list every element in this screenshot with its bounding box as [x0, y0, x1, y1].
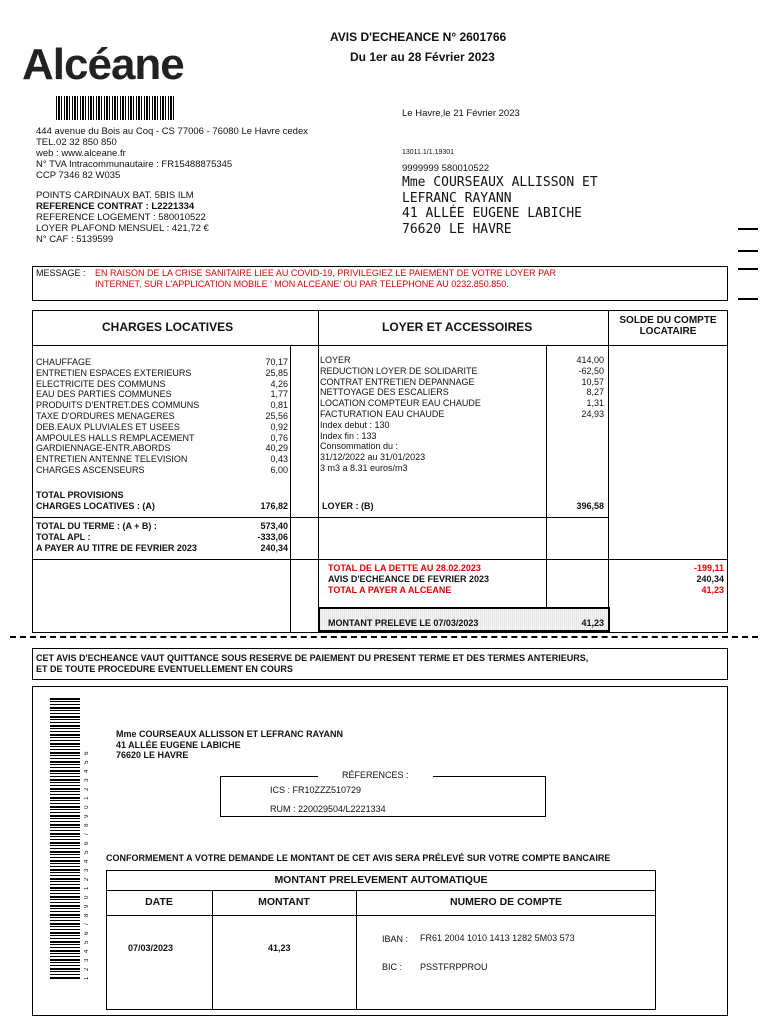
row-value: 8,27: [586, 387, 604, 398]
row-label: AMPOULES HALLS REMPLACEMENT: [36, 432, 195, 443]
tenant-building: POINTS CARDINAUX BAT. 5BIS ILM: [36, 190, 194, 201]
total-provisions-line: TOTAL PROVISIONS: [36, 490, 124, 500]
header-solde: [608, 315, 728, 337]
row-value: 1,77: [270, 389, 288, 400]
row-label: 3 m3 a 8.31 euros/m3: [320, 462, 408, 473]
total-provisions-label: [36, 490, 155, 511]
row-label: EAU DES PARTIES COMMUNES: [36, 389, 172, 400]
message-line2: INTERNET, SUR L'APPLICATION MOBILE ' MON ALCEANE' OU PAR TELEPHONE AU 0232.850.850.: [95, 279, 509, 289]
row-label: TAXE D'ORDURES MENAGERES: [36, 410, 175, 421]
recipient-line: 76620 LE HAVRE: [402, 221, 512, 237]
row-value: 1,31: [586, 398, 604, 409]
row-value: 25,56: [265, 410, 288, 421]
references-title: RÉFERENCES :: [318, 770, 433, 781]
row-label: CHARGES ASCENSEURS: [36, 464, 145, 475]
header-compte: NUMERO DE COMPTE: [449, 896, 562, 908]
row-label: NETTOYAGE DES ESCALIERS: [320, 387, 449, 398]
row-label: ELECTRICITE DES COMMUNS: [36, 378, 166, 389]
coupon-address-line: 41 ALLÉE EUGENE LABICHE: [116, 739, 241, 750]
ics-reference: ICS : FR10ZZZ510729: [270, 785, 362, 795]
header-barcode: [56, 96, 176, 120]
row-value: 0,43: [270, 454, 288, 465]
recipient-line: LEFRANC RAYANN: [402, 190, 512, 206]
vertical-code: 1 2 3 4 5 6 7 8 9 0 1 2 3 4 5 6 7 8 9 0 1 2 3 4 5 6: [84, 749, 90, 980]
row-value: 70,17: [265, 357, 288, 367]
housing-reference: REFERENCE LOGEMENT : 580010522: [36, 212, 206, 223]
fold-mark: [738, 298, 758, 300]
contract-reference: REFERENCE CONTRAT : L2221334: [36, 201, 195, 212]
recipient-address: [402, 175, 598, 237]
header-solde-line: SOLDE DU COMPTE: [619, 315, 717, 326]
total-terme-value: 573,40: [260, 521, 288, 531]
row-value: 25,85: [265, 367, 288, 378]
row-label: ENTRETIEN ESPACES EXTERIEURS: [36, 367, 192, 378]
rum-reference: RUM : 220029504/L2221334: [270, 804, 386, 814]
fold-mark: [738, 250, 758, 252]
row-value: 0,92: [270, 421, 288, 432]
header-charges: CHARGES LOCATIVES: [102, 320, 234, 334]
a-payer-value: 240,34: [260, 543, 288, 553]
sender-line: TEL.02 32 850 850: [36, 137, 117, 148]
total-apl-label: TOTAL APL :: [36, 532, 91, 542]
quittance-line1: CET AVIS D'ECHEANCE VAUT QUITTANCE SOUS RESERVE DE PAIEMENT DU PRESENT TERME ET DES TERMES ANTERIEURS,: [36, 653, 589, 663]
message-label: MESSAGE :: [36, 268, 86, 278]
header-loyer: LOYER ET ACCESSOIRES: [382, 320, 533, 334]
fold-mark: [738, 268, 758, 270]
recipient-line: Mme COURSEAUX ALLISSON ET: [402, 175, 598, 190]
row-label: ENTRETIEN ANTENNE TELEVISION: [36, 454, 188, 465]
dette-label: TOTAL DE LA DETTE AU 28.02.2023: [328, 563, 481, 573]
sender-line: CCP 7346 82 W035: [36, 170, 121, 181]
message-box: [32, 266, 728, 301]
payment-date: 07/03/2023: [128, 943, 174, 953]
place-date: Le Havre,le 21 Février 2023: [402, 108, 520, 119]
row-value: 0,81: [270, 400, 288, 411]
quittance-line2: ET DE TOUTE PROCEDURE EVENTUELLEMENT EN COURS: [36, 664, 293, 674]
coupon-address-line: 76620 LE HAVRE: [116, 750, 189, 760]
sender-line: N° TVA Intracommunautaire : FR15488875345: [36, 159, 233, 170]
row-value: 6,00: [270, 464, 288, 475]
row-value: 10,57: [581, 376, 604, 387]
sender-line: 444 avenue du Bois au Coq - CS 77006 - 76080 Le Havre cedex: [36, 126, 308, 137]
bic-label: BIC :: [382, 962, 403, 972]
coupon-address: [116, 729, 343, 761]
loyer-b-label: LOYER : (B): [322, 501, 374, 511]
row-label: DEB.EAUX PLUVIALES ET USEES: [36, 421, 180, 432]
coupon-address-line: Mme COURSEAUX ALLISSON ET LEFRANC RAYANN: [116, 729, 344, 739]
row-label: Index debut : 130: [320, 419, 390, 430]
notice-period: Du 1er au 28 Février 2023: [350, 50, 495, 64]
row-value: 414,00: [576, 355, 604, 365]
total-alceane-value: 41,23: [701, 585, 724, 595]
recipient-code2: 9999999 580010522: [402, 163, 490, 174]
header-montant: MONTANT: [258, 896, 310, 908]
row-label: GARDIENNAGE-ENTR.ABORDS: [36, 443, 171, 454]
row-label: REDUCTION LOYER DE SOLIDARITE: [320, 365, 478, 376]
iban-label: IBAN :: [382, 934, 409, 944]
total-provisions-value: 176,82: [260, 501, 288, 511]
bic-value: PSSTFRPPROU: [420, 962, 488, 972]
row-label: FACTURATION EAU CHAUDE: [320, 408, 445, 419]
row-label: CHAUFFAGE: [36, 357, 92, 367]
notice-title: AVIS D'ECHEANCE N° 2601766: [330, 30, 507, 44]
row-label: 31/12/2022 au 31/01/2023: [320, 452, 426, 463]
avis-value: 240,34: [696, 574, 724, 584]
total-alceane-label: TOTAL A PAYER A ALCEANE: [328, 585, 452, 595]
a-payer-label: A PAYER AU TITRE DE FEVRIER 2023: [36, 543, 197, 553]
total-terme-label: TOTAL DU TERME : (A + B) :: [36, 521, 157, 531]
row-value: 24,93: [581, 408, 604, 419]
avis-label: AVIS D'ECHEANCE DE FEVRIER 2023: [328, 574, 490, 584]
conform-text: CONFORMEMENT A VOTRE DEMANDE LE MONTANT DE CET AVIS SERA PRÉLEVÉ SUR VOTRE COMPTE BANCAIRE: [106, 853, 611, 863]
row-label: LOCATION COMPTEUR EAU CHAUDE: [320, 398, 481, 409]
vertical-barcode: [50, 698, 80, 980]
recipient-code1: 13011.1/1.19301: [402, 149, 455, 156]
row-label: PRODUITS D'ENTRET.DES COMMUNS: [36, 400, 200, 411]
row-value: -62,50: [578, 365, 604, 376]
cut-line: [10, 636, 758, 638]
alceane-logo: Alcéane: [22, 40, 184, 89]
loyer-b-value: 396,58: [576, 501, 604, 511]
row-label: LOYER: [320, 355, 351, 365]
preleve-value: 41,23: [581, 618, 604, 628]
total-apl-value: -333,06: [257, 532, 288, 542]
sender-line: web : www.alceane.fr: [36, 148, 126, 159]
quittance-box: [32, 648, 728, 680]
row-label: Index fin : 133: [320, 430, 377, 441]
fold-mark: [738, 228, 758, 230]
iban-value: FR61 2004 1010 1413 1282 5M03 573: [420, 933, 575, 943]
preleve-label: MONTANT PRELEVE LE 07/03/2023: [328, 618, 479, 628]
payment-amount: 41,23: [268, 943, 291, 953]
row-value: 0,76: [270, 432, 288, 443]
preleve-box: [318, 607, 610, 632]
tenant-info: [36, 190, 209, 245]
row-label: Consommation du :: [320, 441, 399, 452]
dette-value: -199,11: [693, 563, 724, 573]
row-label: CONTRAT ENTRETIEN DEPANNAGE: [320, 376, 475, 387]
header-solde-line: LOCATAIRE: [639, 326, 697, 337]
row-value: 40,29: [265, 443, 288, 454]
total-provisions-line: CHARGES LOCATIVES : (A): [36, 500, 155, 511]
recipient-line: 41 ALLÉE EUGENE LABICHE: [402, 206, 583, 221]
rent-ceiling: LOYER PLAFOND MENSUEL : 421,72 €: [36, 223, 209, 234]
row-value: 4,26: [270, 378, 288, 389]
header-date: DATE: [145, 896, 173, 908]
payment-table-title: MONTANT PRELEVEMENT AUTOMATIQUE: [274, 874, 488, 886]
sender-address: [36, 126, 308, 181]
message-line1: EN RAISON DE LA CRISE SANITAIRE LIEE AU COVID-19, PRIVILEGIEZ LE PAIEMENT DE VOTRE LOYER PAR: [95, 268, 556, 278]
caf-number: N° CAF : 5139599: [36, 234, 114, 245]
